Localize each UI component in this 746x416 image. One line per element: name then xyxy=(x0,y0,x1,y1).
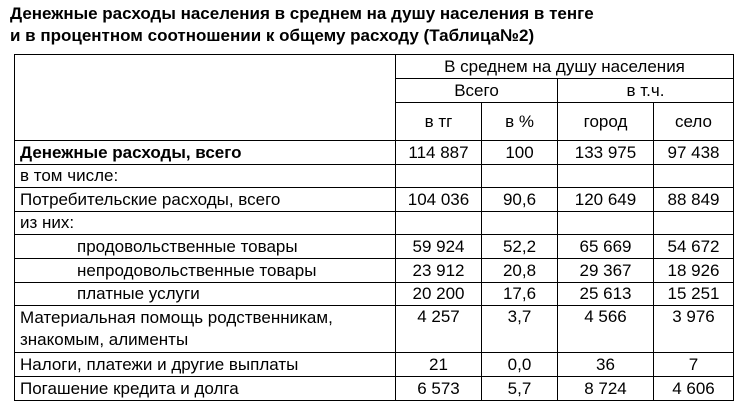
cell-pct: 90,6 xyxy=(482,188,558,212)
table-row xyxy=(15,283,734,306)
header-group: В среднем на душу населения xyxy=(396,55,734,79)
cell-tg: 59 924 xyxy=(396,235,482,259)
cell-village: 7 xyxy=(654,353,734,377)
table-row xyxy=(15,353,734,377)
expenses-table xyxy=(14,54,734,401)
header-col-city: город xyxy=(558,103,654,141)
header-col-tg: в тг xyxy=(396,103,482,141)
table-row xyxy=(15,306,734,353)
row-label: Денежные расходы, всего xyxy=(15,141,396,165)
cell-tg: 104 036 xyxy=(396,188,482,212)
cell-pct: 100 xyxy=(482,141,558,165)
cell-village xyxy=(654,212,734,235)
cell-city xyxy=(558,165,654,188)
table-row xyxy=(15,188,734,212)
cell-tg xyxy=(396,212,482,235)
row-label: Налоги, платежи и другие выплаты xyxy=(15,353,396,377)
header-empty-cell xyxy=(15,55,396,141)
cell-pct xyxy=(482,165,558,188)
cell-pct: 20,8 xyxy=(482,259,558,283)
cell-city: 36 xyxy=(558,353,654,377)
row-label: из них: xyxy=(15,212,396,235)
cell-village: 15 251 xyxy=(654,283,734,306)
table-row xyxy=(15,259,734,283)
cell-pct: 52,2 xyxy=(482,235,558,259)
cell-tg xyxy=(396,165,482,188)
cell-village xyxy=(654,165,734,188)
cell-tg: 6 573 xyxy=(396,377,482,401)
header-total: Всего xyxy=(396,79,558,103)
table-title xyxy=(10,3,740,47)
table-row xyxy=(15,165,734,188)
cell-pct: 3,7 xyxy=(482,306,558,353)
cell-city xyxy=(558,212,654,235)
row-label: продовольственные товары xyxy=(15,235,396,259)
cell-tg: 4 257 xyxy=(396,306,482,353)
title-line-2: и в процентном соотношении к общему расходу (Таблица№2) xyxy=(10,26,535,45)
cell-city: 120 649 xyxy=(558,188,654,212)
header-including: в т.ч. xyxy=(558,79,734,103)
header-col-village: село xyxy=(654,103,734,141)
cell-village: 54 672 xyxy=(654,235,734,259)
cell-village: 18 926 xyxy=(654,259,734,283)
cell-village: 97 438 xyxy=(654,141,734,165)
row-label: Материальная помощь родственникам, знакомым, алименты xyxy=(15,306,396,353)
cell-city: 25 613 xyxy=(558,283,654,306)
header-row-1 xyxy=(15,55,734,79)
cell-village: 88 849 xyxy=(654,188,734,212)
row-label: в том числе: xyxy=(15,165,396,188)
cell-village: 4 606 xyxy=(654,377,734,401)
cell-pct xyxy=(482,212,558,235)
title-line-1: Денежные расходы населения в среднем на душу населения в тенге xyxy=(10,4,594,23)
cell-city: 4 566 xyxy=(558,306,654,353)
cell-city: 133 975 xyxy=(558,141,654,165)
row-label: непродовольственные товары xyxy=(15,259,396,283)
table-row xyxy=(15,235,734,259)
table-row xyxy=(15,377,734,401)
row-label: Потребительские расходы, всего xyxy=(15,188,396,212)
cell-city: 8 724 xyxy=(558,377,654,401)
cell-tg: 114 887 xyxy=(396,141,482,165)
cell-city: 65 669 xyxy=(558,235,654,259)
cell-tg: 21 xyxy=(396,353,482,377)
table-row xyxy=(15,141,734,165)
cell-tg: 20 200 xyxy=(396,283,482,306)
cell-pct: 0,0 xyxy=(482,353,558,377)
cell-village: 3 976 xyxy=(654,306,734,353)
row-label: платные услуги xyxy=(15,283,396,306)
table-row xyxy=(15,212,734,235)
cell-pct: 17,6 xyxy=(482,283,558,306)
cell-tg: 23 912 xyxy=(396,259,482,283)
header-col-pct: в % xyxy=(482,103,558,141)
cell-city: 29 367 xyxy=(558,259,654,283)
cell-pct: 5,7 xyxy=(482,377,558,401)
row-label: Погашение кредита и долга xyxy=(15,377,396,401)
